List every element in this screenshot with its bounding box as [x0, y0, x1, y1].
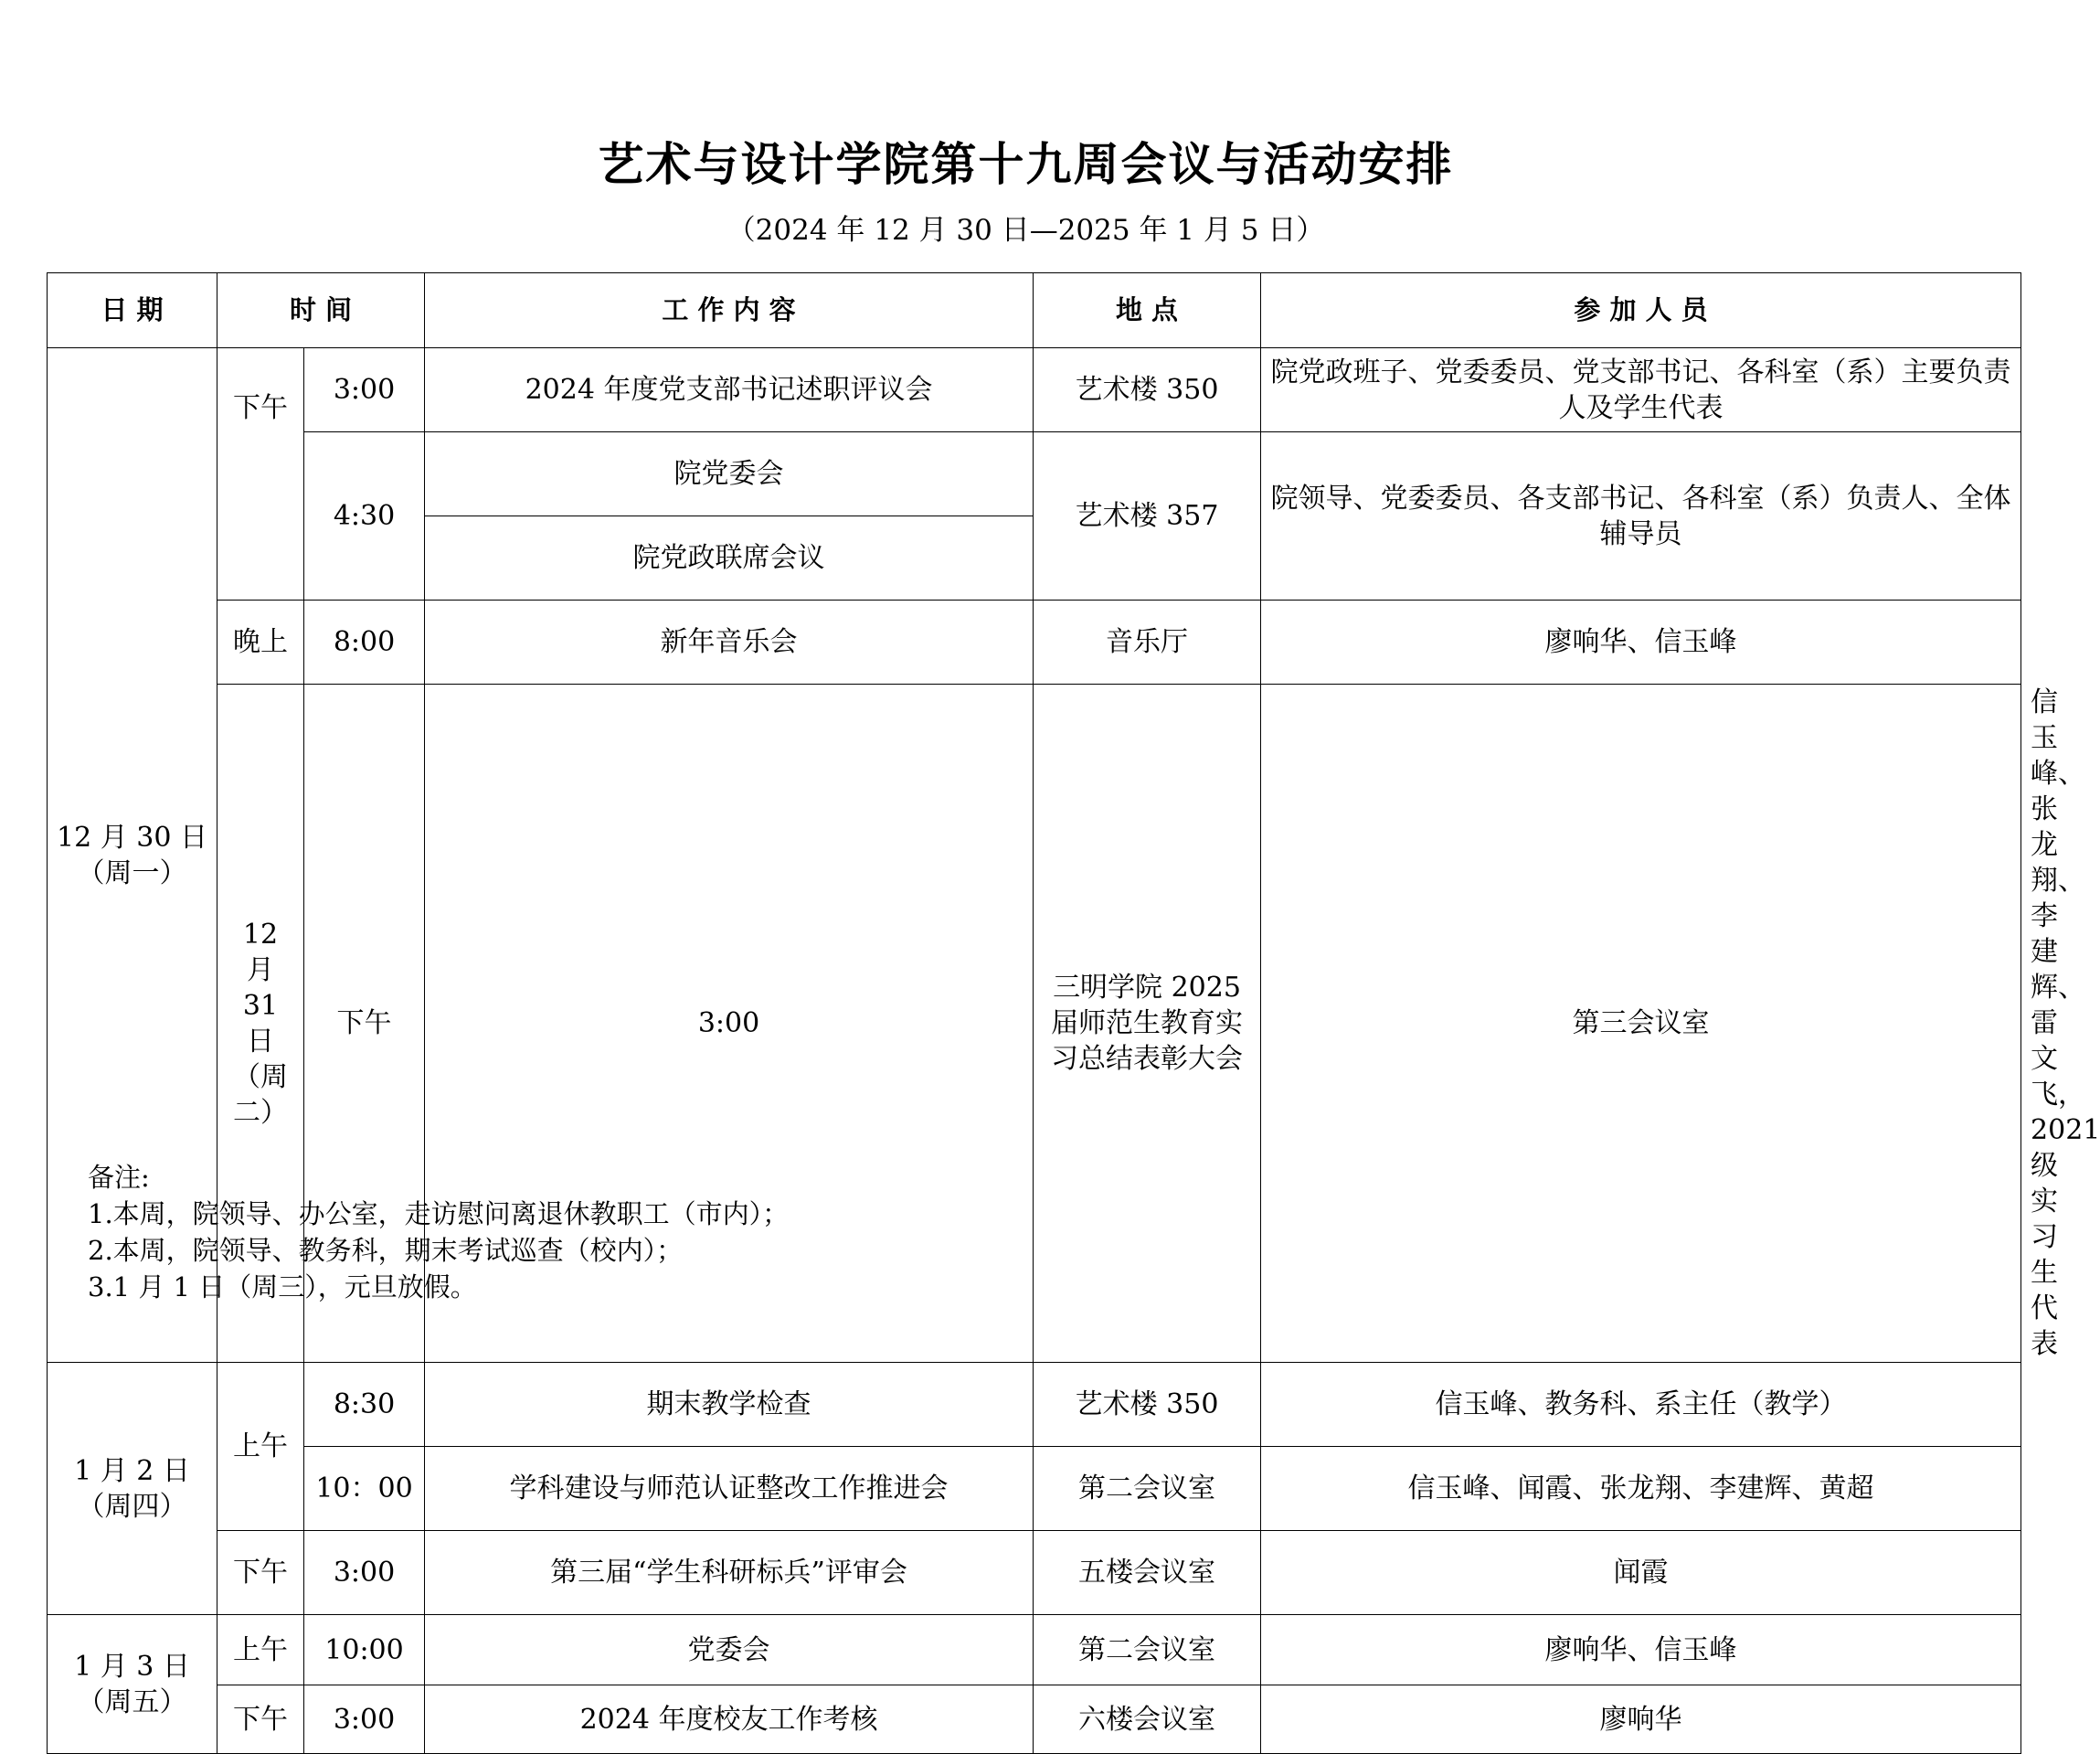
header-content: 工 作 内 容 [425, 273, 1034, 348]
time-cell: 3:00 [304, 1531, 425, 1615]
people-cell: 信玉峰、闻霞、张龙翔、李建辉、黄超 [1261, 1447, 2021, 1531]
weekday-label: （周一） [77, 856, 187, 889]
date-label: 1 月 3 日 [74, 1650, 190, 1683]
place-cell: 五楼会议室 [1034, 1531, 1261, 1615]
table-row [48, 348, 2021, 432]
period-cell: 下午 [217, 348, 304, 601]
people-cell: 闻霞 [1261, 1531, 2021, 1615]
notes-heading: 备注: [88, 1162, 150, 1193]
schedule-table [47, 272, 2100, 1754]
date-label: 1 月 2 日 [74, 1454, 190, 1487]
date-cell [48, 1615, 217, 1754]
table-header-row [48, 273, 2021, 348]
people-cell: 廖响华、信玉峰 [1261, 1615, 2021, 1685]
table-row [48, 1447, 2021, 1531]
people-cell: 院党政班子、党委委员、党支部书记、各科室（系）主要负责人及学生代表 [1261, 348, 2021, 432]
time-cell: 4:30 [304, 432, 425, 601]
header-place: 地 点 [1034, 273, 1261, 348]
content-cell: 新年音乐会 [425, 601, 1034, 685]
notes-section [88, 1159, 789, 1305]
table-row [48, 1685, 2021, 1754]
place-cell: 音乐厅 [1034, 601, 1261, 685]
time-cell: 3:00 [425, 685, 1034, 1363]
place-cell: 艺术楼 350 [1034, 348, 1261, 432]
period-cell: 晚上 [217, 601, 304, 685]
people-cell: 廖响华、信玉峰 [1261, 601, 2021, 685]
content-cell: 第三届“学生科研标兵”评审会 [425, 1531, 1034, 1615]
people-cell: 院领导、党委委员、各支部书记、各科室（系）负责人、全体辅导员 [1261, 432, 2021, 601]
place-cell: 艺术楼 357 [1034, 432, 1261, 601]
table-row [48, 1531, 2021, 1615]
time-cell: 3:00 [304, 348, 425, 432]
table-row [48, 601, 2021, 685]
header-date: 日 期 [48, 273, 217, 348]
table-row [48, 1363, 2021, 1447]
date-cell [48, 1363, 217, 1615]
date-label: 12 月 30 日 [57, 821, 207, 854]
content-cell: 期末教学检查 [425, 1363, 1034, 1447]
time-cell: 10:00 [304, 1615, 425, 1685]
period-cell: 上午 [217, 1615, 304, 1685]
content-cell: 院党委会 [425, 432, 1034, 516]
content-cell: 党委会 [425, 1615, 1034, 1685]
content-cell: 学科建设与师范认证整改工作推进会 [425, 1447, 1034, 1531]
weekday-label: （周二） [233, 1060, 288, 1129]
place-cell: 第二会议室 [1034, 1615, 1261, 1685]
place-cell: 第三会议室 [1261, 685, 2021, 1363]
time-cell: 10：00 [304, 1447, 425, 1531]
content-cell: 三明学院 2025 届师范生教育实习总结表彰大会 [1034, 685, 1261, 1363]
weekday-label: （周五） [77, 1685, 187, 1718]
note-item: 3.1 月 1 日（周三），元旦放假。 [88, 1271, 477, 1302]
header-people: 参 加 人 员 [1261, 273, 2021, 348]
time-cell: 3:00 [304, 1685, 425, 1754]
page-title: 艺术与设计学院第十九周会议与活动安排 [598, 138, 1454, 191]
period-cell: 下午 [304, 685, 425, 1363]
content-cell: 2024 年度校友工作考核 [425, 1685, 1034, 1754]
place-cell: 第二会议室 [1034, 1447, 1261, 1531]
header-time: 时 间 [217, 273, 425, 348]
people-cell: 信玉峰、教务科、系主任（教学） [1261, 1363, 2021, 1447]
page-subtitle: （2024 年 12 月 30 日—2025 年 1 月 5 日） [727, 214, 1325, 247]
table-row [48, 432, 2021, 516]
period-cell: 下午 [217, 1531, 304, 1615]
period-cell: 上午 [217, 1363, 304, 1531]
date-label: 12 月 31 日 [242, 918, 279, 1058]
table-row: 12 月 31 日 （周二） 下午 3:00 三明学院 2025 届师范生教育实习总结表彰大会 第三会议室 信玉峰、张龙翔、李建辉、雷文飞，2021 级实习生代表 [48, 685, 2021, 1363]
place-cell: 六楼会议室 [1034, 1685, 1261, 1754]
note-item: 1.本周，院领导、办公室，走访慰问离退休教职工（市内）； [88, 1198, 790, 1229]
people-cell: 廖响华 [1261, 1685, 2021, 1754]
content-cell: 2024 年度党支部书记述职评议会 [425, 348, 1034, 432]
place-cell: 艺术楼 350 [1034, 1363, 1261, 1447]
content-cell: 院党政联席会议 [425, 516, 1034, 601]
time-cell: 8:30 [304, 1363, 425, 1447]
table-row [48, 1615, 2021, 1685]
weekday-label: （周四） [77, 1490, 187, 1523]
time-cell: 8:00 [304, 601, 425, 685]
note-item: 2.本周，院领导、教务科，期末考试巡查（校内）； [88, 1235, 684, 1266]
period-cell: 下午 [217, 1685, 304, 1754]
